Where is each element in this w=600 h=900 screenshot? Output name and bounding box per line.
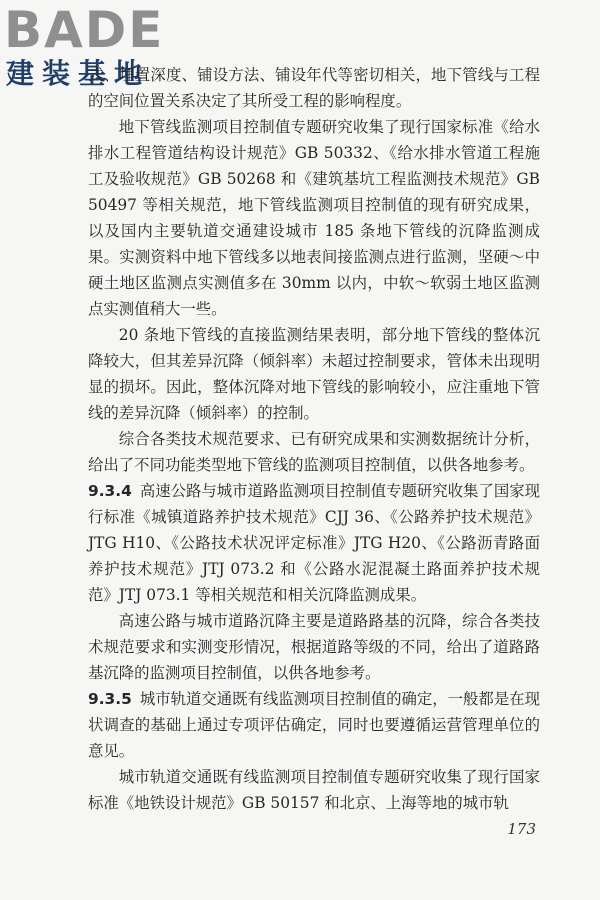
paragraph-text: 高速公路与城市道路沉降主要是道路路基的沉降，综合各类技术规范要求和实测变形情况，根据道路等级的不同，给出了道路路基沉降的监测项目控制值，以供各地参考。 [88,612,540,682]
logo-subtitle: 建装基地 [6,57,151,90]
paragraph-text: 城市轨道交通既有线监测项目控制值的确定，一般都是在现状调查的基础上通过专项评估确定，同时也要遵循运营管理单位的意见。 [88,690,540,760]
paragraph-text: 式、埋置深度、铺设方法、铺设年代等密切相关，地下管线与工程的空间位置关系决定了其所受工程的影响程度。 [88,66,540,110]
body-paragraph [88,62,540,114]
section-paragraph [88,686,540,764]
body-paragraph [88,764,540,816]
paragraph-text: 地下管线监测项目控制值专题研究收集了现行国家标准《给水排水工程管道结构设计规范》GB 50332、《给水排水管道工程施工及验收规范》GB 50268 和《建筑基坑工程监测技术规范》GB 50497 等相关规范，地下管线监测项目控制值的现有研究成果，以及国内主要轨道交通建设城市 185 条地下管线的沉降监测成果。实测资料中地下管线多以地表间接监测点进行监测，坚硬～中硬土地区监测点实测值多在 30mm 以内，中软～软弱土地区监测点实测值稍大一些。 [88,118,540,318]
paragraph-text: 综合各类技术规范要求、已有研究成果和实测数据统计分析，给出了不同功能类型地下管线的监测项目控制值，以供各地参考。 [88,430,540,474]
body-paragraph [88,322,540,426]
body-paragraph [88,608,540,686]
paragraph-text: 城市轨道交通既有线监测项目控制值专题研究收集了现行国家标准《地铁设计规范》GB 50157 和北京、上海等地的城市轨 [88,768,540,812]
logo-wordmark: BADE [4,1,165,59]
body-paragraph [88,426,540,478]
section-paragraph [88,478,540,608]
body-text [88,62,540,816]
paragraph-text: 20 条地下管线的直接监测结果表明，部分地下管线的整体沉降较大，但其差异沉降（倾斜率）未超过控制要求，管体未出现明显的损坏。因此，整体沉降对地下管线的影响较小，应注重地下管线的差异沉降（倾斜率）的控制。 [88,326,540,422]
paragraph-text: 高速公路与城市道路监测项目控制值专题研究收集了国家现行标准《城镇道路养护技术规范》CJJ 36、《公路养护技术规范》JTG H10、《公路技术状况评定标准》JTG H20、《公路沥青路面养护技术规范》JTJ 073.2 和《公路水泥混凝土路面养护技术规范》JTJ 073.1 等相关规范和相关沉降监测成果。 [88,482,540,604]
page-number: 173 [507,820,536,838]
clause-number: 9.3.5 [88,690,132,708]
body-paragraph [88,114,540,322]
clause-number: 9.3.4 [88,482,132,500]
